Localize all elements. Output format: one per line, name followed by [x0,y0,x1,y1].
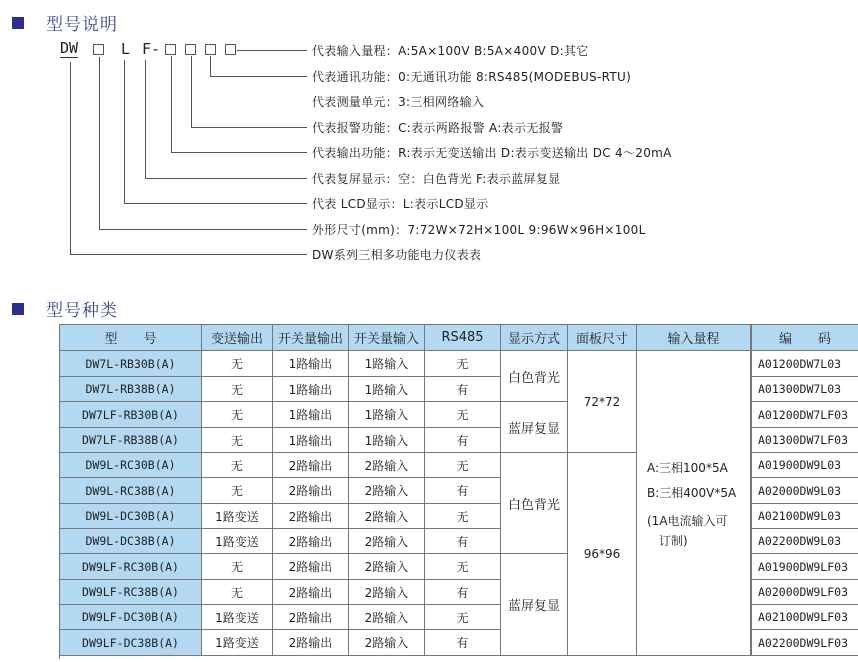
cell-code: A01900DW9LF03 [751,554,858,580]
cell-code: A01900DW9L03 [751,453,858,478]
code-box-size [93,44,104,55]
code-box-output [165,44,176,55]
cell-display-mode: 白色背光 [501,351,568,402]
cell-switch-in: 1路输入 [349,402,425,428]
input-range-note: (1A电流输入可 [647,514,728,528]
cell-code: A02100DW9L03 [751,504,858,529]
input-range-a: A:三相100*5A [647,461,728,475]
cell-switch-in: 2路输入 [349,630,425,656]
dash [300,152,307,153]
connector-line [237,50,300,51]
cell-code: A02000DW9L03 [751,478,858,504]
section-title-text: 型号说明 [46,15,118,35]
cell-rs485: 无 [425,351,501,377]
cell-model: DW9L-RC30B(A) [60,453,202,478]
cell-model: DW9LF-RC38B(A) [60,580,202,605]
cell-rs485: 无 [425,605,501,630]
cell-transmit: 无 [202,478,273,504]
desc-communication: 代表通讯功能：0:无通讯功能 8:RS485(MODEBUS-RTU) [312,70,632,84]
cell-panel-size: 72*72 [568,351,637,453]
cell-transmit: 无 [202,554,273,580]
cell-switch-out: 1路输出 [273,377,349,402]
cell-display-mode: 蓝屏复显 [501,402,568,453]
cell-model: DW7L-RB30B(A) [60,351,202,377]
dash [300,127,307,128]
cell-switch-in: 1路输入 [349,377,425,402]
cell-model: DW7LF-RB38B(A) [60,428,202,453]
desc-alarm: 代表报警功能：C:表示两路报警 A:表示无报警 [312,121,564,135]
cell-input-range [637,351,751,656]
code-prefix: DW [60,39,79,57]
desc-output: 代表输出功能：R:表示无变送输出 D:表示变送输出 DC 4～20mA [312,146,672,160]
connector-line [210,56,211,76]
connector-line [70,62,71,254]
cell-code: A02200DW9LF03 [751,630,858,656]
dash [300,254,307,255]
code-box-alarm [185,44,196,55]
cell-switch-out: 2路输出 [273,453,349,478]
cell-rs485: 无 [425,504,501,529]
connector-line [99,57,100,229]
desc-series: DW系列三相多功能电力仪表表 [312,248,482,262]
code-box-input [225,44,236,55]
section-title-model-types [12,296,118,321]
desc-lcd: 代表 LCD显示：L:表示LCD显示 [312,197,489,211]
model-code-diagram [0,0,858,290]
cell-switch-in: 2路输入 [349,605,425,630]
connector-line [124,60,125,203]
header-panel-size: 面板尺寸 [568,325,637,351]
cell-switch-in: 2路输入 [349,580,425,605]
cell-transmit: 无 [202,351,273,377]
connector-line [99,229,300,230]
cell-code: A02000DW9LF03 [751,580,858,605]
cell-rs485: 有 [425,428,501,453]
header-display-mode: 显示方式 [501,325,568,351]
cell-model: DW7LF-RB30B(A) [60,402,202,428]
header-transmit-output: 变送输出 [202,325,273,351]
cell-switch-out: 1路输出 [273,402,349,428]
cell-code: A01300DW7LF03 [751,428,858,453]
cell-switch-out: 2路输出 [273,605,349,630]
connector-line [191,127,300,128]
cell-model: DW9LF-DC30B(A) [60,605,202,630]
cell-switch-in: 2路输入 [349,478,425,504]
header-code: 编 码 [751,325,858,351]
input-range-note-cont: 订制) [647,534,688,548]
connector-line [70,254,300,255]
cell-switch-out: 2路输出 [273,529,349,554]
code-letter-f: F- [142,40,161,58]
cell-transmit: 无 [202,428,273,453]
cell-switch-in: 2路输入 [349,529,425,554]
dash [300,50,307,51]
cell-transmit: 1路变送 [202,630,273,656]
cell-code: A02200DW9L03 [751,529,858,554]
connector-line [171,152,300,153]
cell-transmit: 1路变送 [202,605,273,630]
cell-transmit: 1路变送 [202,504,273,529]
connector-line [124,203,300,204]
cell-model: DW9L-DC38B(A) [60,529,202,554]
dash [300,229,307,230]
cell-code: A01300DW7L03 [751,377,858,402]
connector-line [191,56,192,128]
code-box-comm [205,44,216,55]
header-switch-output: 开关量输出 [273,325,349,351]
dash [300,203,307,204]
cell-code: A02100DW9LF03 [751,605,858,630]
cell-switch-in: 2路输入 [349,554,425,580]
dash [300,76,307,77]
cell-switch-in: 2路输入 [349,453,425,478]
cell-model: DW9L-RC38B(A) [60,478,202,504]
model-table [59,324,858,659]
cell-switch-in: 1路输入 [349,351,425,377]
input-range-b: B:三相400V*5A [647,486,737,500]
connector-line [145,178,300,179]
cell-model: DW9L-DC30B(A) [60,504,202,529]
cell-model: DW7L-RB38B(A) [60,377,202,402]
cell-switch-out: 2路输出 [273,630,349,656]
cell-rs485: 有 [425,630,501,656]
header-input-range: 输入量程 [637,325,751,351]
desc-backlight: 代表复屏显示：空：白色背光 F:表示蓝屏复显 [312,172,561,186]
cell-switch-out: 2路输出 [273,478,349,504]
cell-panel-size: 96*96 [568,453,637,656]
cell-transmit: 无 [202,453,273,478]
cell-transmit: 1路变送 [202,529,273,554]
cell-rs485: 有 [425,478,501,504]
dash [300,178,307,179]
header-rs485: RS485 [425,325,501,351]
desc-input-range: 代表输入量程：A:5A×100V B:5A×400V D:其它 [312,44,589,58]
desc-measure-unit: 代表测量单元：3:三相网络输入 [312,95,485,109]
cell-switch-in: 1路输入 [349,428,425,453]
cell-rs485: 有 [425,377,501,402]
cell-rs485: 有 [425,529,501,554]
section-title-text: 型号种类 [46,301,118,321]
code-letter-l: L [121,40,131,58]
cell-display-mode: 白色背光 [501,453,568,554]
cell-transmit: 无 [202,580,273,605]
cell-switch-out: 2路输出 [273,580,349,605]
desc-dimensions: 外形尺寸(mm)：7:72W×72H×100L 9:96W×96H×100L [312,223,646,237]
cell-model: DW9LF-RC30B(A) [60,554,202,580]
cell-rs485: 无 [425,554,501,580]
cell-transmit: 无 [202,377,273,402]
cell-switch-in: 2路输入 [349,504,425,529]
cell-switch-out: 1路输出 [273,428,349,453]
cell-display-mode: 蓝屏复显 [501,554,568,656]
cell-switch-out: 1路输出 [273,351,349,377]
header-model: 型 号 [60,325,202,351]
cell-rs485: 无 [425,453,501,478]
connector-line [145,60,146,178]
cell-model: DW9LF-DC38B(A) [60,630,202,656]
cell-switch-out: 2路输出 [273,554,349,580]
cell-code: A01200DW7L03 [751,351,858,377]
bullet-square-icon [12,303,24,315]
cell-rs485: 有 [425,580,501,605]
header-switch-input: 开关量输入 [349,325,425,351]
cell-switch-out: 2路输出 [273,504,349,529]
cell-rs485: 无 [425,402,501,428]
connector-line [210,76,300,77]
cell-code: A01200DW7LF03 [751,402,858,428]
cell-transmit: 无 [202,402,273,428]
connector-line [171,56,172,152]
